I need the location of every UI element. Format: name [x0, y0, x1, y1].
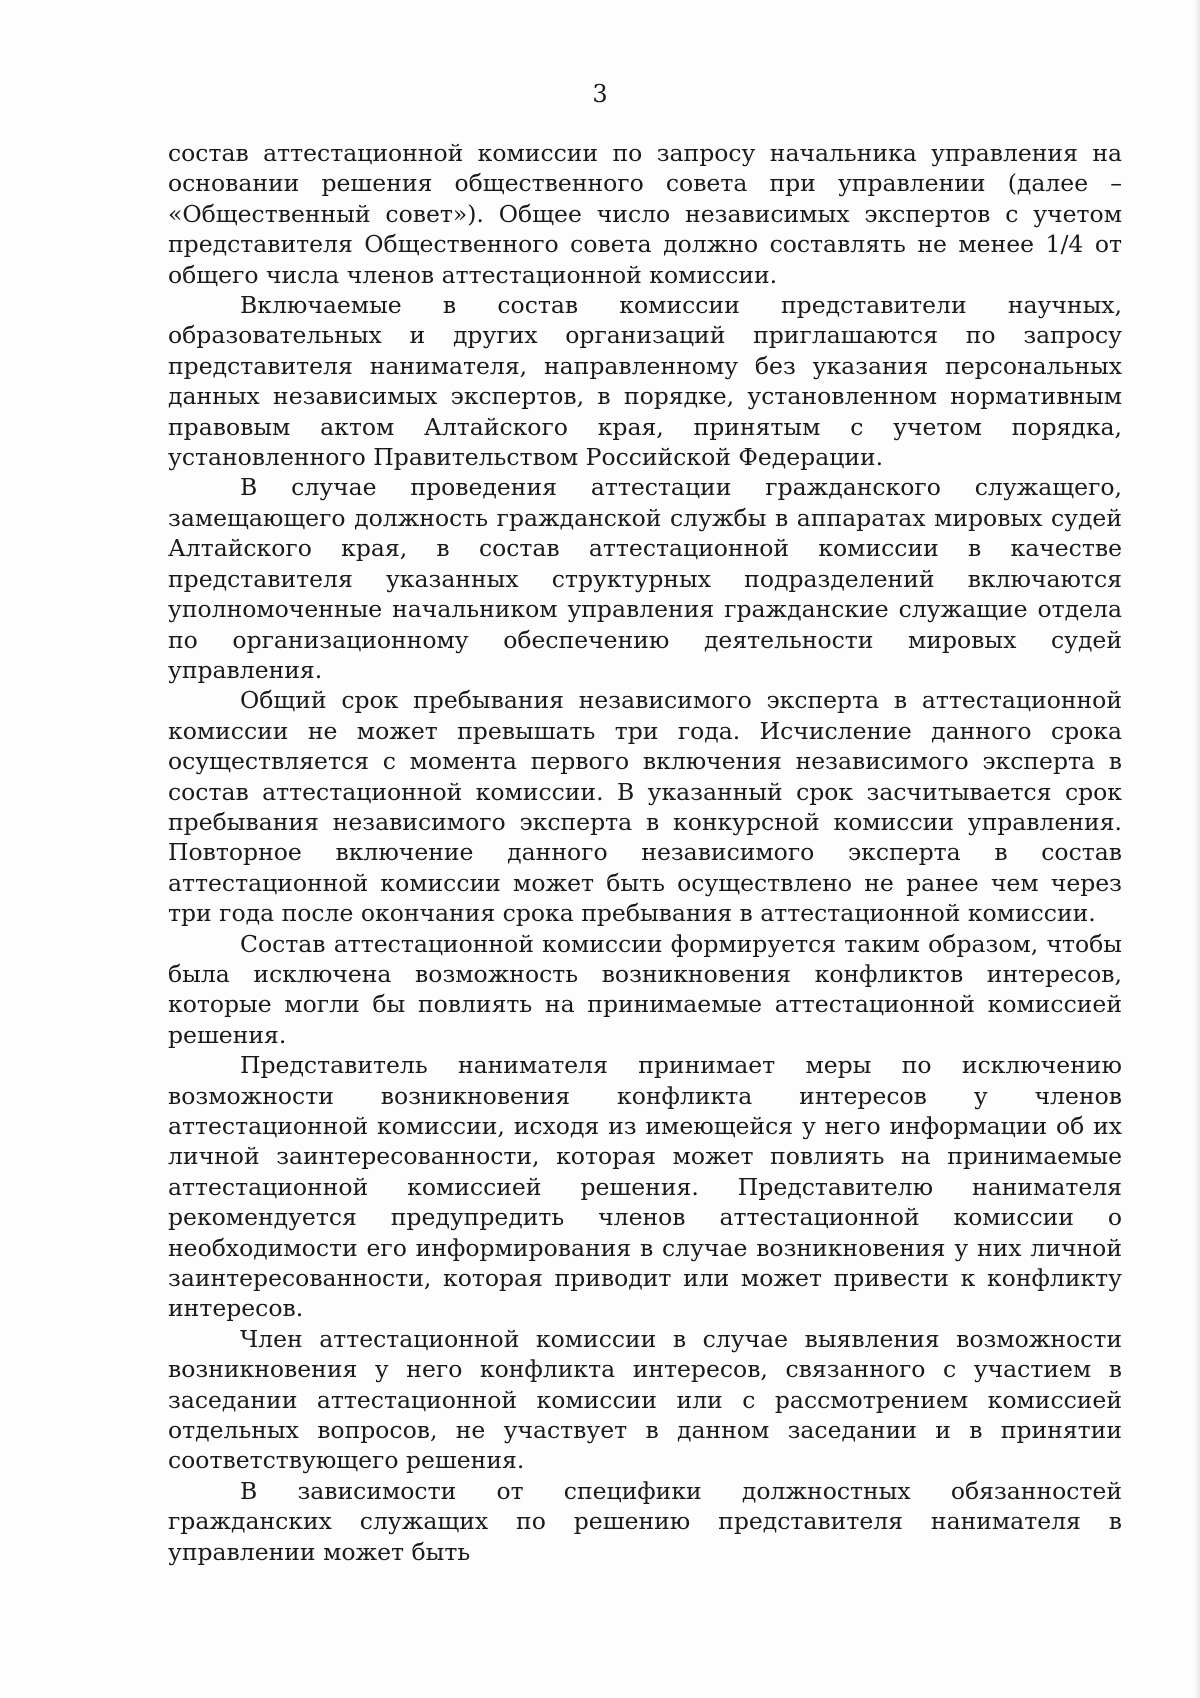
paragraph-member-conflict: Член аттестационной комиссии в случае выявления возможности возникновения у него конфликта интересов, связанного с участием в заседании аттестационной комиссии или с рассмотрением комиссией отдельных вопросов, не участвует в данном заседании и в принятии соответствующего решения.	[168, 1324, 1122, 1475]
paragraph-conflict-prevention: Представитель нанимателя принимает меры по исключению возможности возникновения конфликта интересов у членов аттестационной комиссии, исходя из имеющейся у него информации об их личной заинтересованности, которая может повлиять на принимаемые аттестационной комиссией решения. Представителю нанимателя рекомендуется предупредить членов аттестационной комиссии о необходимости его информирования в случае возникновения у них личной заинтересованности, которая приводит или может привести к конфликту интересов.	[168, 1051, 1122, 1323]
paragraph-expert-term: Общий срок пребывания независимого эксперта в аттестационной комиссии не может превышать три года. Исчисление данного срока осуществляется с момента первого включения независимого эксперта в состав аттестационной комиссии. В указанный срок засчитывается срок пребывания независимого эксперта в конкурсной комиссии управления. Повторное включение данного независимого эксперта в состав аттестационной комиссии может быть осуществлено не ранее чем через три года после окончания срока пребывания в аттестационной комиссии.	[168, 686, 1122, 928]
paragraph-continuation: состав аттестационной комиссии по запросу начальника управления на основании решения общественного совета при управлении (далее – «Общественный совет»). Общее число независимых экспертов с учетом представителя Общественного совета должно составлять не менее 1/4 от общего числа членов аттестационной комиссии.	[168, 139, 1122, 289]
paragraph-commission-composition: Состав аттестационной комиссии формируется таким образом, чтобы была исключена возможность возникновения конфликтов интересов, которые могли бы повлиять на принимаемые аттестационной комиссией решения.	[168, 929, 1122, 1049]
page-number: 3	[592, 80, 608, 108]
document-body	[168, 138, 1122, 1567]
paragraph-duties-specifics: В зависимости от специфики должностных обязанностей гражданских служащих по решению представителя нанимателя в управлении может быть	[168, 1476, 1122, 1566]
paragraph-magistrates-apparatus: В случае проведения аттестации гражданского служащего, замещающего должность гражданской службы в аппаратах мировых судей Алтайского края, в состав аттестационной комиссии в качестве представителя указанных структурных подразделений включаются уполномоченные начальником управления гражданские служащие отдела по организационному обеспечению деятельности мировых судей управления.	[168, 473, 1122, 684]
scan-edge-shadow	[1194, 0, 1200, 1698]
paragraph-invited-representatives: Включаемые в состав комиссии представители научных, образовательных и других организаций приглашаются по запросу представителя нанимателя, направленному без указания персональных данных независимых экспертов, в порядке, установленном нормативным правовым актом Алтайского края, принятым с учетом порядка, установленного Правительством Российской Федерации.	[168, 291, 1122, 472]
